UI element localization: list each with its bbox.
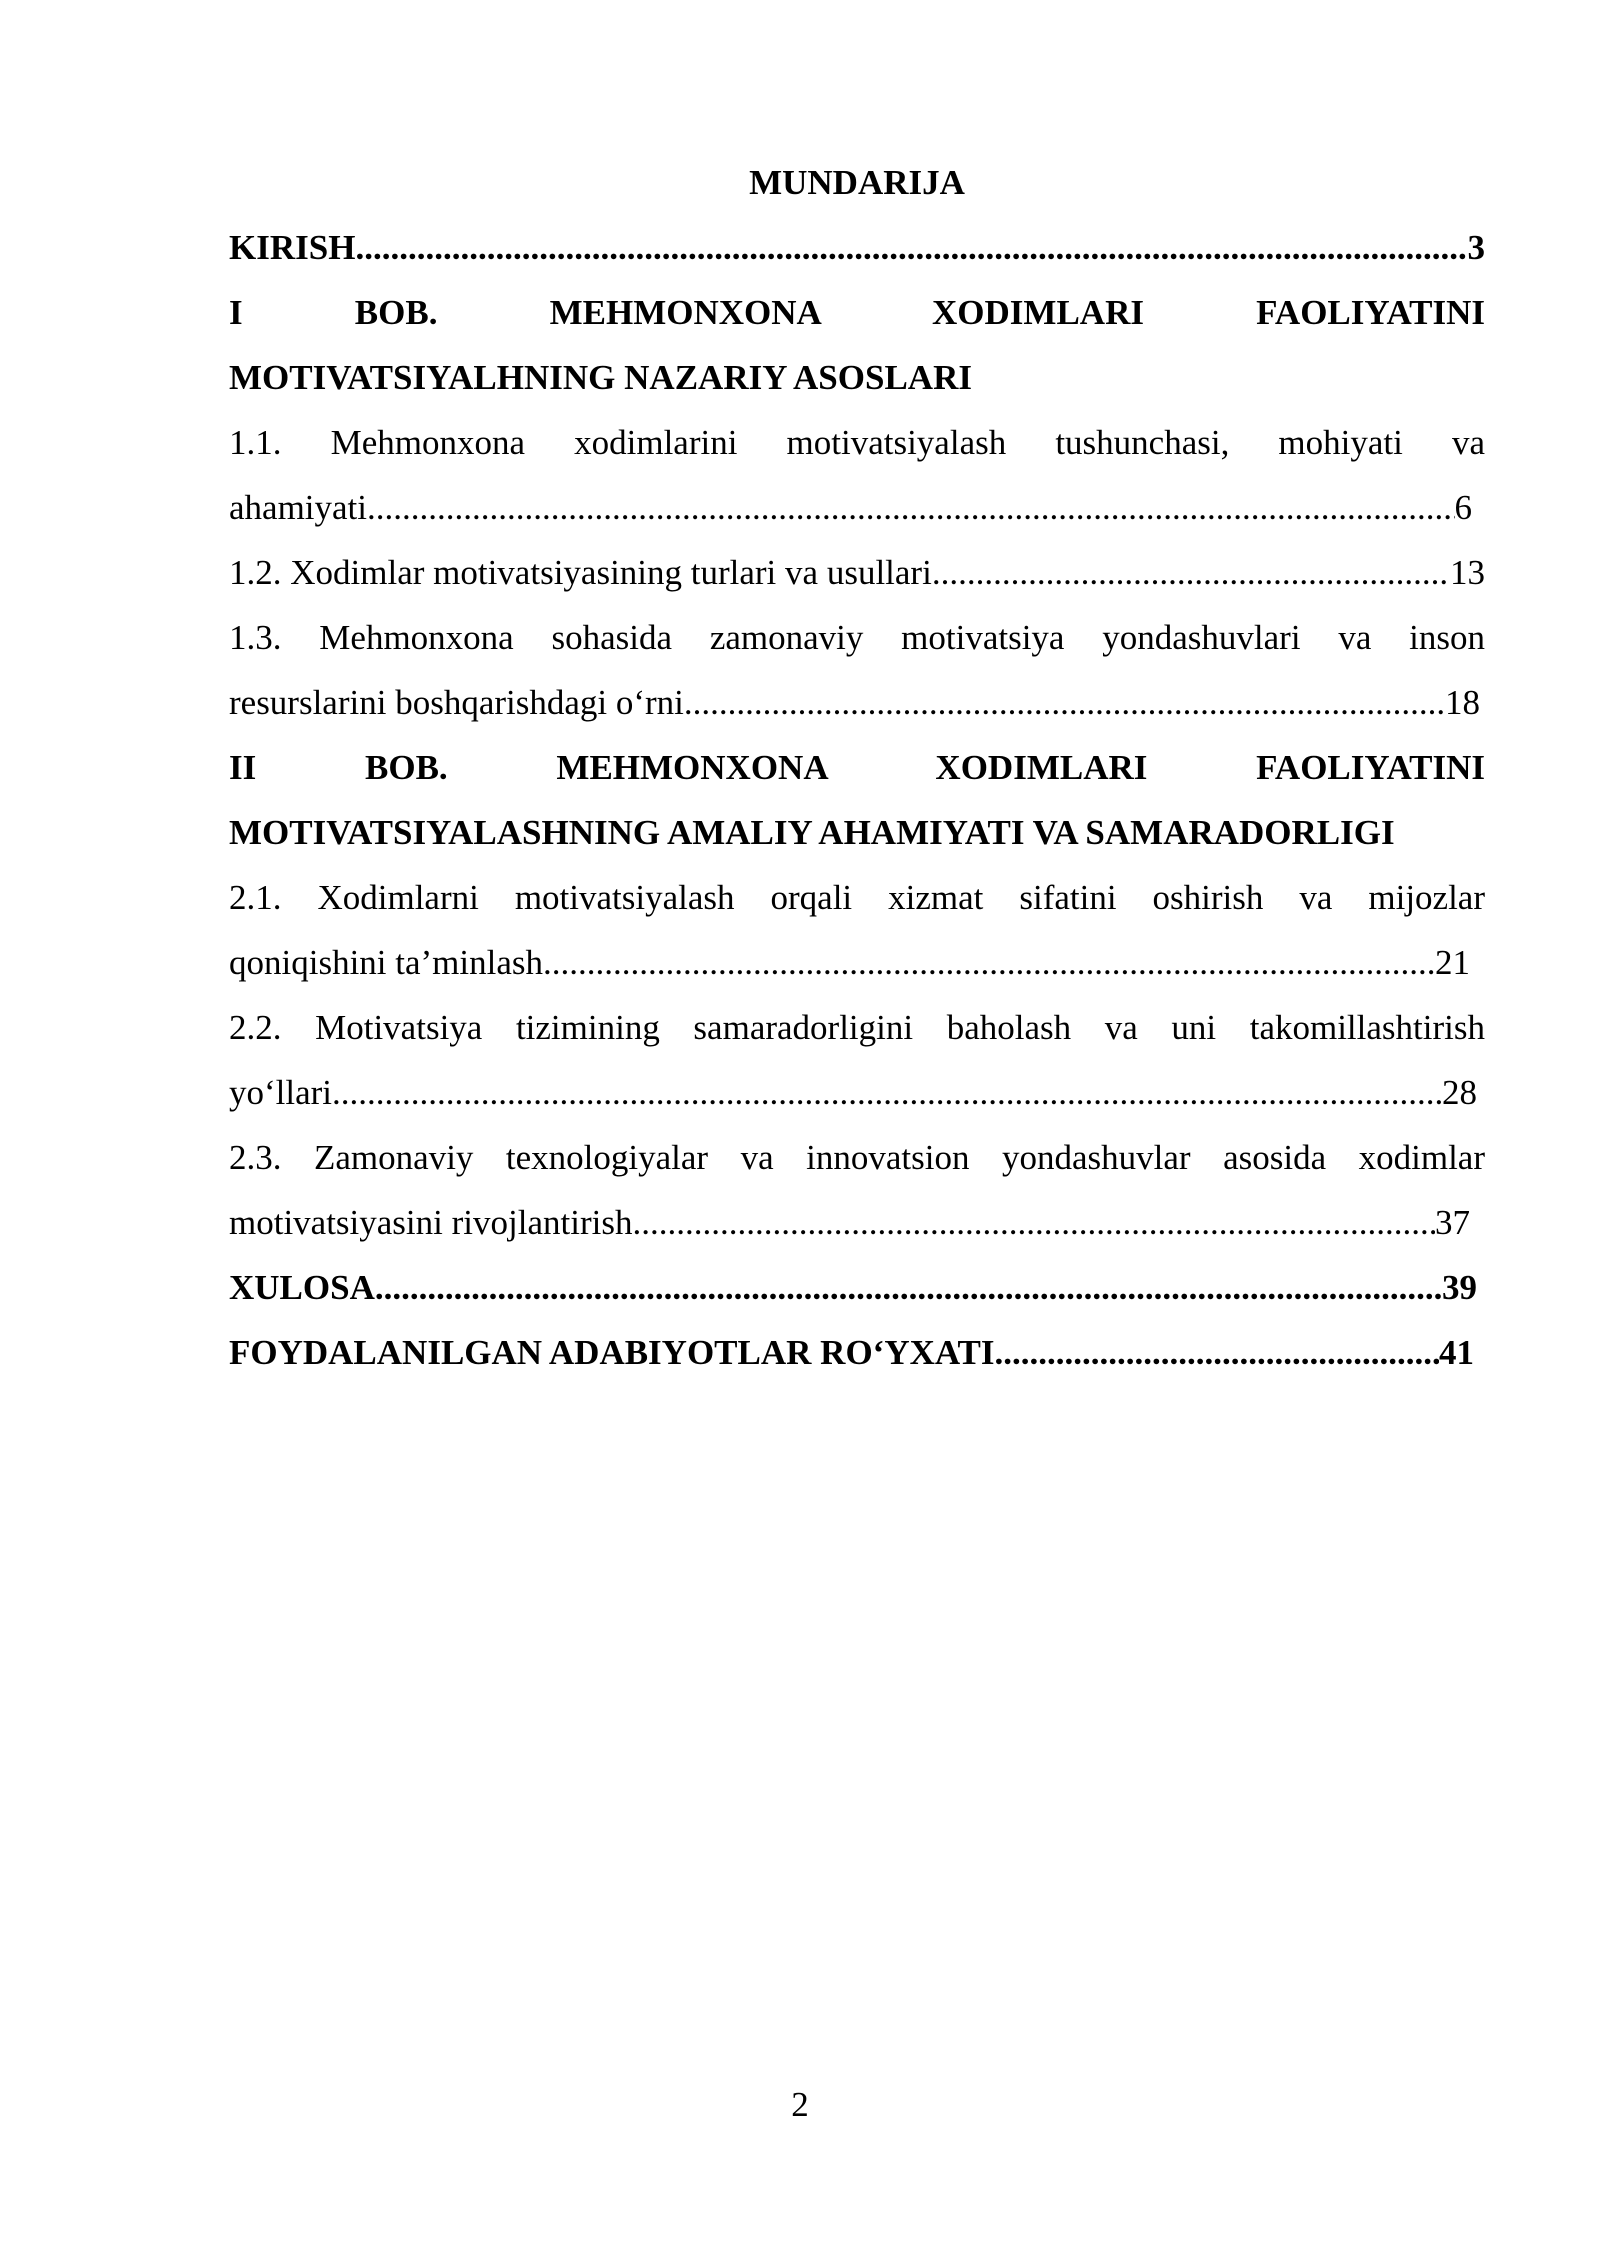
dot-leader bbox=[995, 1320, 1439, 1385]
toc-entry-label: MOTIVATSIYALASHNING AMALIY AHAMIYATI VA SAMARADORLIGI bbox=[229, 813, 1395, 852]
dot-leader bbox=[932, 540, 1450, 605]
toc-entry-label: motivatsiyasini rivojlantirish bbox=[229, 1203, 633, 1242]
toc-entry-2-1[interactable] bbox=[229, 865, 1485, 995]
toc-entry-page: 3 bbox=[1467, 228, 1485, 267]
toc-entry-label: KIRISH bbox=[229, 228, 356, 267]
toc-entry-page: 39 bbox=[1442, 1268, 1477, 1307]
toc-entry-page: 6 bbox=[1454, 488, 1472, 527]
dot-leader bbox=[355, 215, 1467, 280]
toc-entry-label: ahamiyati bbox=[229, 488, 368, 527]
dot-leader bbox=[332, 1060, 1442, 1125]
dot-leader bbox=[543, 930, 1435, 995]
toc-entry-2-2[interactable] bbox=[229, 995, 1485, 1125]
toc-entry-label: resurslarini boshqarishdagi o‘rni bbox=[229, 683, 684, 722]
toc-entry-label: 1.2. Xodimlar motivatsiyasining turlari va usullari bbox=[229, 553, 932, 592]
dot-leader bbox=[367, 475, 1454, 540]
toc-entry-page: 37 bbox=[1435, 1203, 1470, 1242]
toc-entry-label-line: 2.3. Zamonaviy texnologiyalar va innovatsion yondashuvlar asosida xodimlar bbox=[229, 1138, 1485, 1177]
toc-entry-1-3[interactable] bbox=[229, 605, 1485, 735]
toc-entry-label-line: 1.3. Mehmonxona sohasida zamonaviy motivatsiya yondashuvlari va inson bbox=[229, 618, 1485, 657]
toc-entry-xulosa[interactable] bbox=[229, 1255, 1477, 1320]
toc-title: MUNDARIJA bbox=[749, 163, 965, 202]
dot-leader bbox=[375, 1255, 1442, 1320]
toc-entry-1-1[interactable] bbox=[229, 410, 1485, 540]
toc-entry-page: 21 bbox=[1435, 943, 1470, 982]
toc-entry-label-line: II BOB. MEHMONXONA XODIMLARI FAOLIYATINI bbox=[229, 748, 1485, 787]
toc-entry-label: XULOSA bbox=[229, 1268, 375, 1307]
toc-entry-label-line: 1.1. Mehmonxona xodimlarini motivatsiyalash tushunchasi, mohiyati va bbox=[229, 423, 1485, 462]
toc-entry-label: FOYDALANILGAN ADABIYOTLAR RO‘YXATI bbox=[229, 1333, 995, 1372]
page-number: 2 bbox=[791, 2085, 809, 2124]
toc-entry-label-line: 2.2. Motivatsiya tizimining samaradorligini baholash va uni takomillashtirish bbox=[229, 1008, 1485, 1047]
dot-leader bbox=[684, 670, 1445, 735]
toc-entry-chapter-2[interactable] bbox=[229, 735, 1485, 865]
toc-entry-label-line: I BOB. MEHMONXONA XODIMLARI FAOLIYATINI bbox=[229, 293, 1485, 332]
toc-entry-2-3[interactable] bbox=[229, 1125, 1485, 1255]
toc-entry-1-2[interactable] bbox=[229, 540, 1485, 605]
toc-entry-label: MOTIVATSIYALHNING NAZARIY ASOSLARI bbox=[229, 358, 972, 397]
toc-entry-references[interactable] bbox=[229, 1320, 1474, 1385]
toc-entry-label: yo‘llari bbox=[229, 1073, 333, 1112]
dot-leader bbox=[632, 1190, 1435, 1255]
toc-entry-kirish[interactable] bbox=[229, 215, 1485, 280]
toc-entry-chapter-1[interactable] bbox=[229, 280, 1485, 410]
toc-entry-page: 41 bbox=[1439, 1333, 1474, 1372]
toc-entry-label-line: 2.1. Xodimlarni motivatsiyalash orqali xizmat sifatini oshirish va mijozlar bbox=[229, 878, 1485, 917]
toc-entry-label: qoniqishini ta’minlash bbox=[229, 943, 544, 982]
table-of-contents bbox=[229, 150, 1485, 1385]
toc-entry-page: 28 bbox=[1442, 1073, 1477, 1112]
toc-entry-page: 13 bbox=[1450, 553, 1485, 592]
toc-entry-page: 18 bbox=[1445, 683, 1480, 722]
